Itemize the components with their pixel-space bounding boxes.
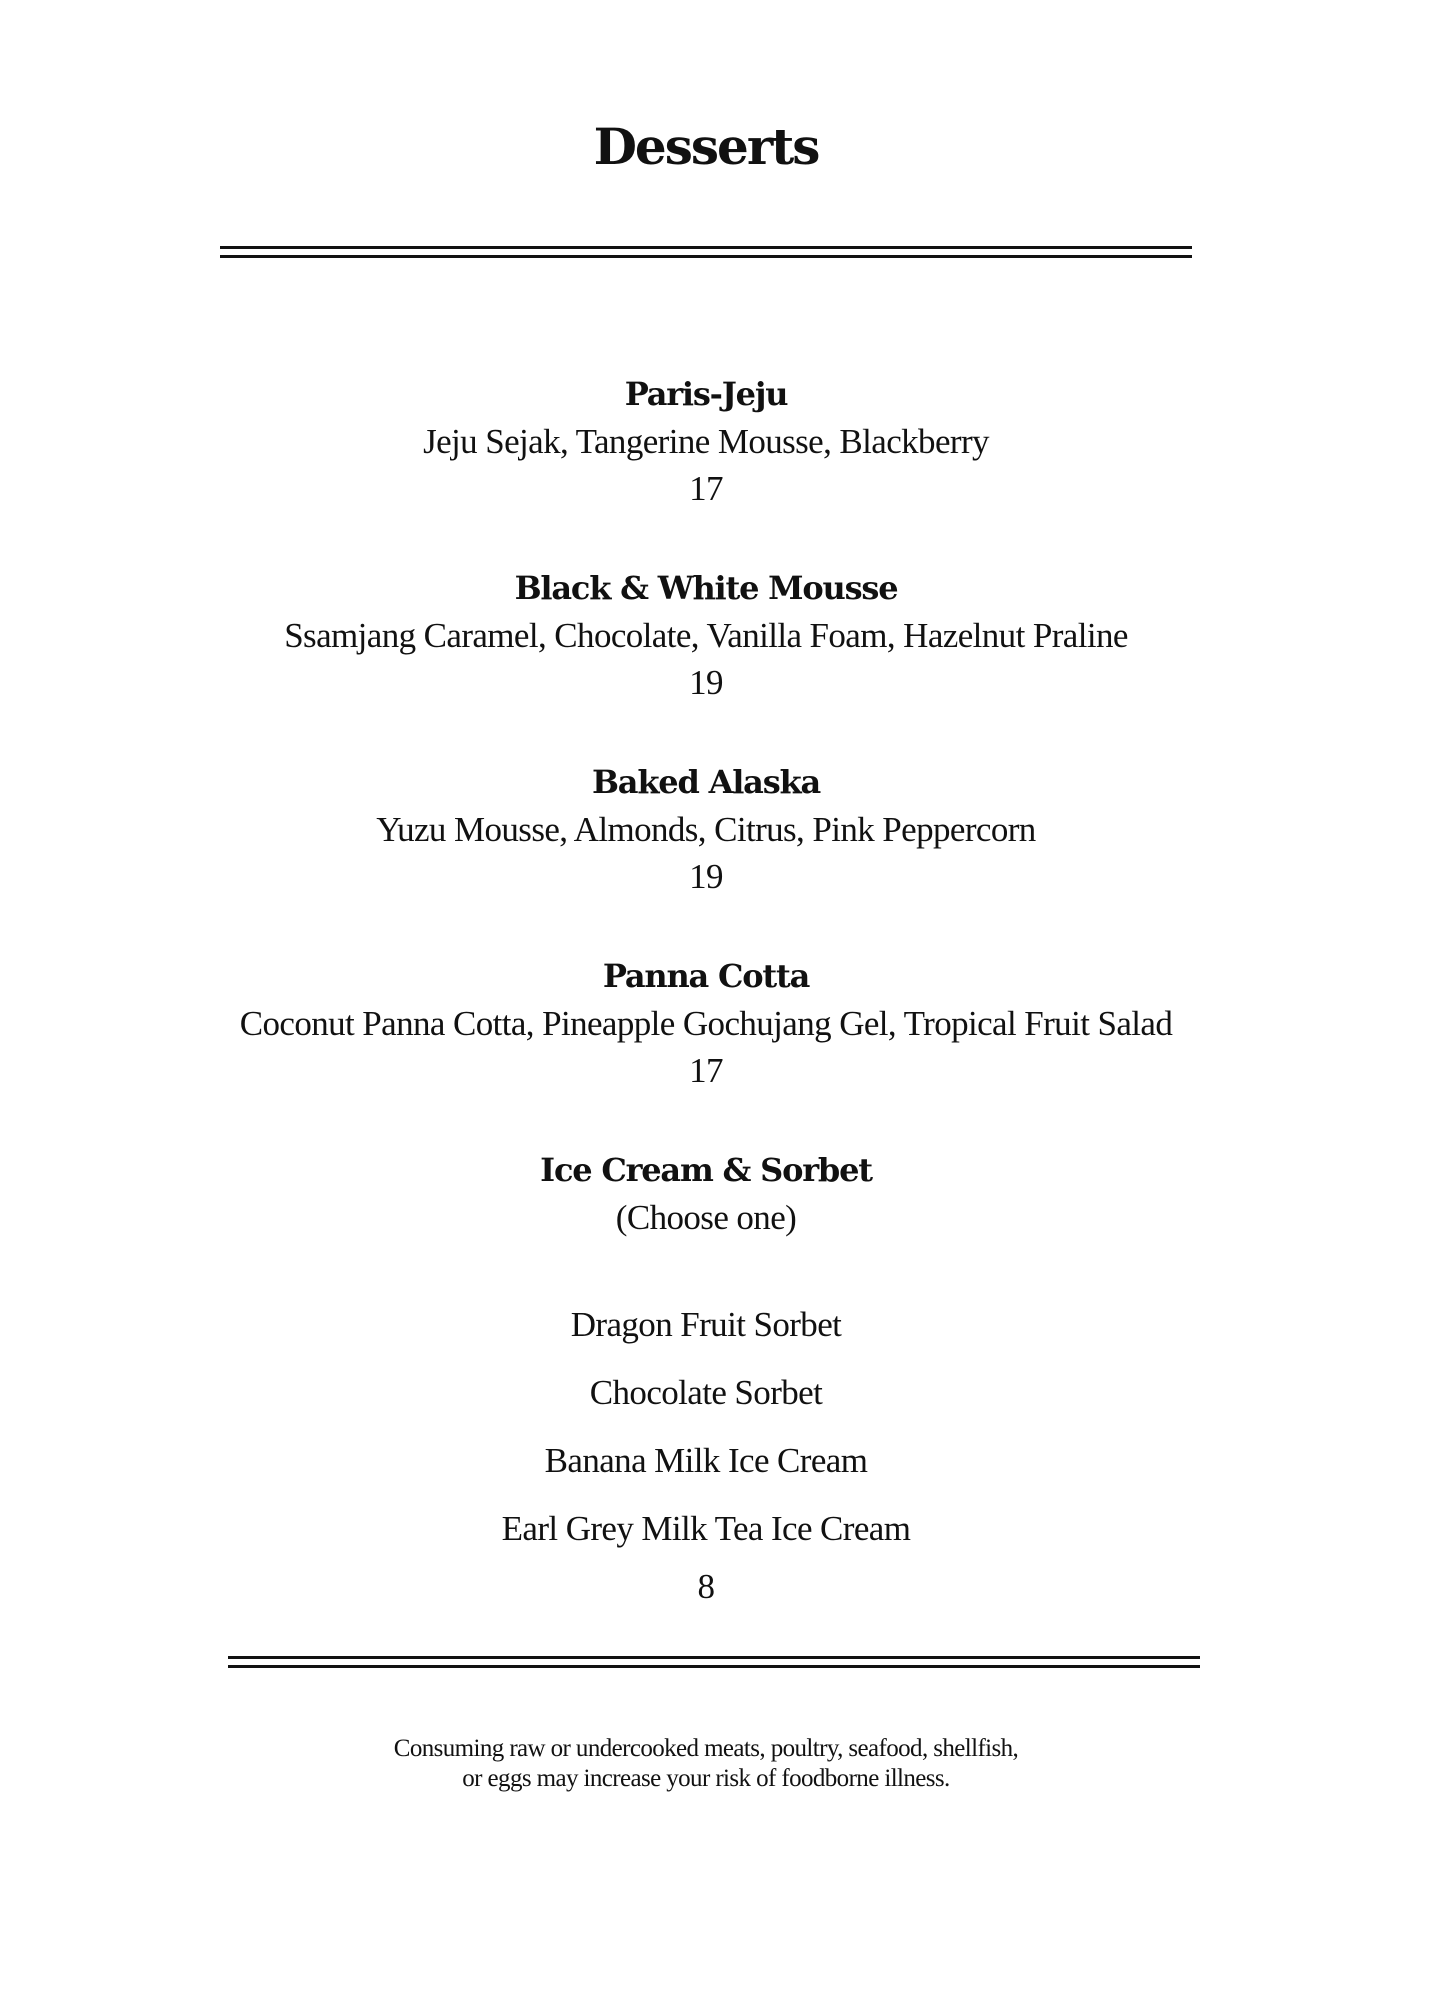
menu-item-baked-alaska — [0, 758, 1412, 900]
item-description: Yuzu Mousse, Almonds, Citrus, Pink Peppercorn — [376, 810, 1036, 849]
flavor-item: Banana Milk Ice Cream — [544, 1441, 868, 1480]
menu-item-black-white-mousse — [0, 564, 1412, 706]
flavor-list — [0, 1291, 1412, 1563]
disclaimer-line-2: or eggs may increase your risk of foodborne illness. — [462, 1765, 950, 1792]
page-title: Desserts — [593, 117, 819, 176]
item-price: 19 — [689, 663, 723, 702]
item-description: Ssamjang Caramel, Chocolate, Vanilla Foam, Hazelnut Praline — [284, 616, 1128, 655]
dessert-menu — [0, 370, 1412, 1662]
menu-item-ice-cream-sorbet — [0, 1146, 1412, 1610]
flavor-item: Earl Grey Milk Tea Ice Cream — [501, 1509, 911, 1548]
item-description: Jeju Sejak, Tangerine Mousse, Blackberry — [423, 422, 989, 461]
top-divider — [220, 246, 1192, 258]
item-price: 19 — [689, 857, 723, 896]
menu-item-panna-cotta — [0, 952, 1412, 1094]
item-price: 17 — [689, 1051, 723, 1090]
item-name: Paris-Jeju — [624, 375, 788, 413]
item-price: 17 — [689, 469, 723, 508]
flavor-item: Chocolate Sorbet — [589, 1373, 823, 1412]
item-name: Black & White Mousse — [514, 569, 898, 607]
item-note: (Choose one) — [615, 1198, 797, 1237]
bottom-divider — [228, 1656, 1200, 1668]
flavor-item: Dragon Fruit Sorbet — [570, 1305, 842, 1344]
disclaimer-line-1: Consuming raw or undercooked meats, poultry, seafood, shellfish, — [393, 1735, 1019, 1762]
item-name: Baked Alaska — [591, 763, 821, 801]
menu-item-paris-jeju — [0, 370, 1412, 512]
food-safety-disclaimer — [0, 1734, 1412, 1794]
item-price: 8 — [697, 1567, 715, 1606]
item-name: Ice Cream & Sorbet — [540, 1151, 872, 1189]
item-description: Coconut Panna Cotta, Pineapple Gochujang Gel, Tropical Fruit Salad — [239, 1004, 1173, 1043]
item-name: Panna Cotta — [602, 957, 810, 995]
